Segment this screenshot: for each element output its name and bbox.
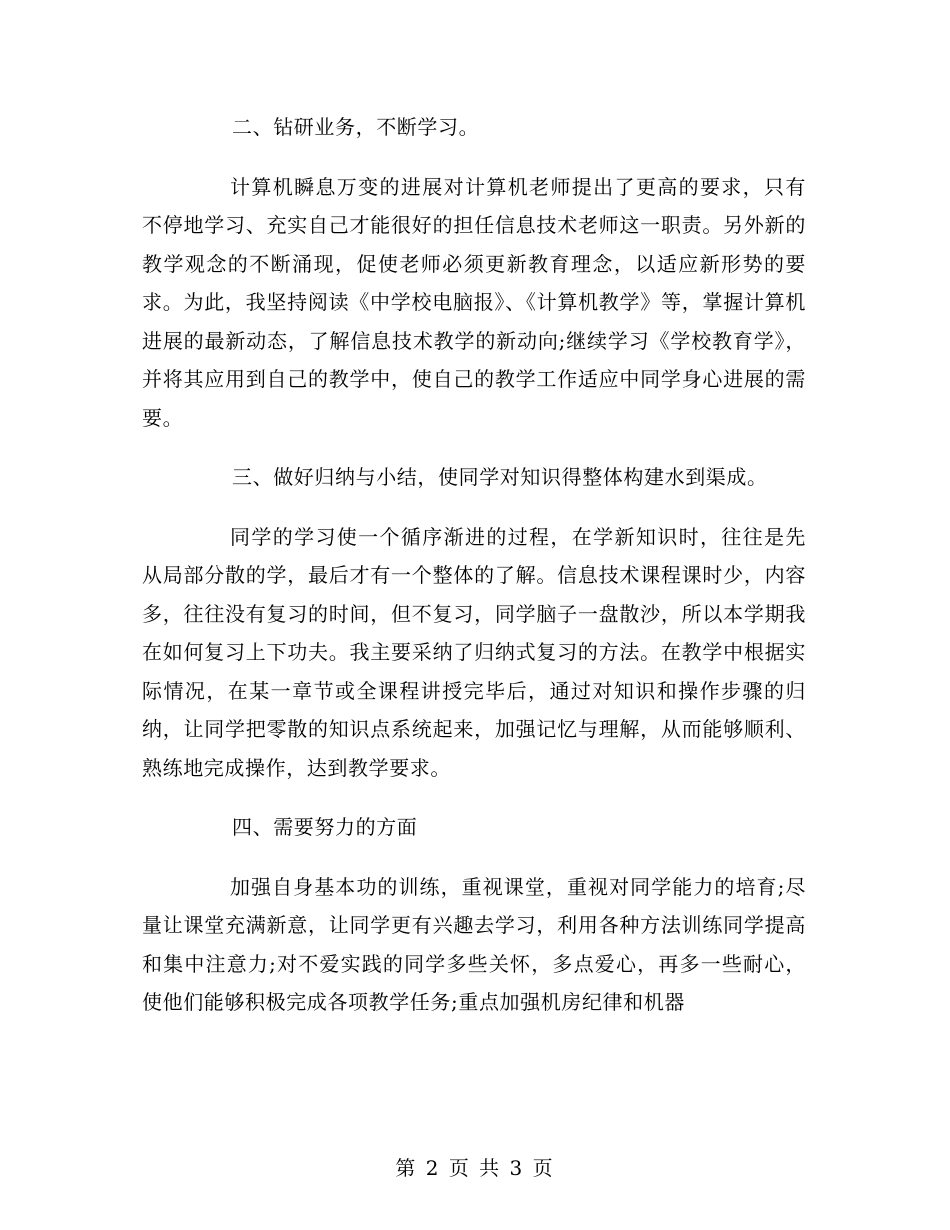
paragraph-text: 加强自身基本功的训练，重视课堂，重视对同学能力的培育;尽量让课堂充满新意，让同学更有兴趣去学习，利用各种方法训练同学提高和集中注意力;对不爱实践的同学多些关怀，多点爱心，再多一些耐心，使他们能够积极完成各项教学任务;重点加强机房纪律和机器 [142,874,806,1014]
section-heading-2 [142,108,806,147]
paragraph-improvement [142,868,806,1022]
section-heading-3 [142,458,806,497]
heading-text: 四、需要努力的方面 [232,815,418,839]
paragraph-review [142,518,806,788]
paragraph-text: 计算机瞬息万变的进展对计算机老师提出了更高的要求，只有不停地学习、充实自己才能很好的担任信息技术老师这一职责。另外新的教学观念的不断涌现，促使老师必须更新教育理念，以适应新形势的要求。为此，我坚持阅读《中学校电脑报》、《计算机教学》等，掌握计算机进展的最新动态，了解信息技术教学的新动向;继续学习《学校教育学》，并将其应用到自己的教学中，使自己的教学工作适应中同学身心进展的需要。 [142,174,806,430]
paragraph-text: 同学的学习使一个循序渐进的过程，在学新知识时，往往是先从局部分散的学，最后才有一个整体的了解。信息技术课程课时少，内容多，往往没有复习的时间，但不复习，同学脑子一盘散沙，所以本学期我在如何复习上下功夫。我主要采纳了归纳式复习的方法。在教学中根据实际情况，在某一章节或全课程讲授完毕后，通过对知识和操作步骤的归纳，让同学把零散的知识点系统起来，加强记忆与理解，从而能够顺利、熟练地完成操作，达到教学要求。 [142,524,806,780]
heading-text: 二、钻研业务，不断学习。 [232,115,480,139]
paragraph-study [142,168,806,438]
document-body [142,108,806,1043]
heading-text: 三、做好归纳与小结，使同学对知识得整体构建水到渠成。 [232,465,768,489]
section-heading-4 [142,808,806,847]
page-number-footer: 第 2 页 共 3 页 [395,1156,555,1180]
